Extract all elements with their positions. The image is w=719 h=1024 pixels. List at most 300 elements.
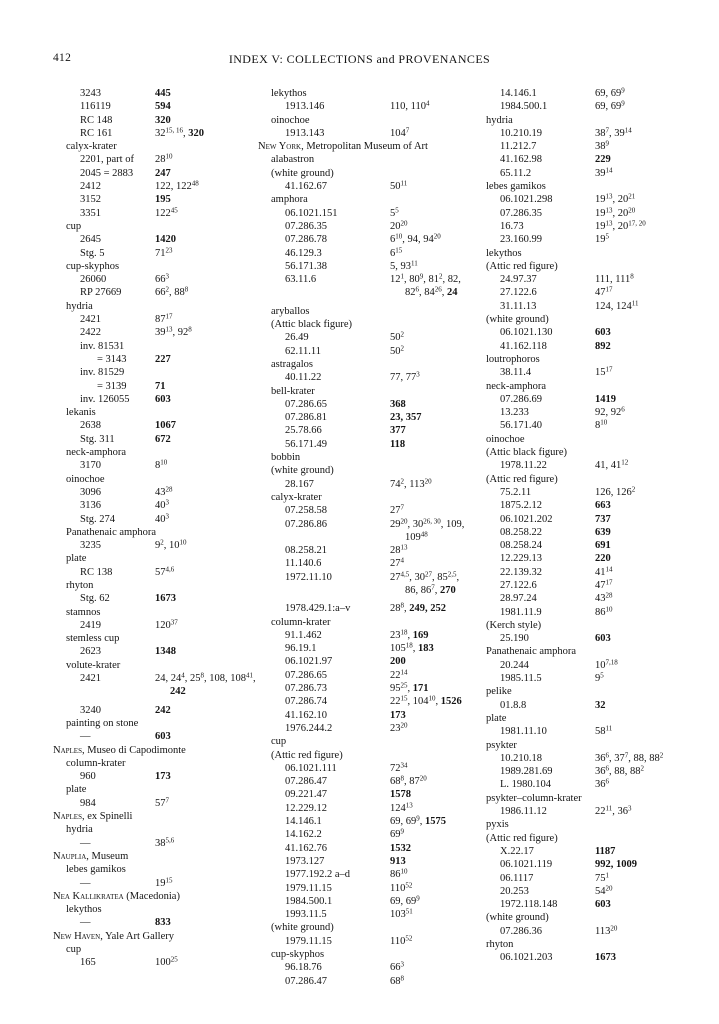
entry-label: 01.8.8	[500, 699, 527, 711]
entry-page-refs: $66^3$	[390, 960, 404, 974]
index-column-3	[473, 87, 707, 988]
entry-label: 07.286.65	[285, 398, 327, 410]
index-entry	[473, 300, 707, 313]
entry-page-refs: $23^{18}$, 169	[390, 628, 429, 641]
entry-label: 14.162.2	[285, 829, 322, 841]
index-entry	[473, 326, 707, 339]
index-entry	[53, 380, 258, 393]
entry-label: 1984.500.1	[500, 101, 548, 113]
entry-label: 1976.244.2	[285, 722, 333, 734]
entry-label: 07.286.78	[285, 234, 327, 246]
index-entry	[473, 340, 707, 353]
entry-page-refs: $75^1$	[595, 871, 609, 884]
entry-label: —	[80, 731, 91, 743]
entry-label: (Attic red figure)	[486, 832, 558, 844]
entry-label: 2422	[80, 327, 101, 339]
entry-label: loutrophoros	[486, 353, 540, 365]
index-entry	[473, 805, 707, 818]
entry-label: 41.162.10	[285, 709, 327, 721]
entry-label: 56.171.40	[500, 420, 542, 432]
index-entry	[53, 837, 258, 850]
entry-page-refs: $22^{11}$, $36^3$	[595, 804, 632, 818]
index-entry	[258, 655, 473, 668]
entry-label: psykter	[486, 739, 517, 751]
entry-label: (Attic black figure)	[271, 319, 353, 331]
entry-page-refs: $19^{13}$, $20^{21}$	[595, 192, 636, 206]
entry-page-refs: $6^{10}$, 94, $94^{20}$	[390, 232, 441, 246]
entry-label: neck-amphora	[66, 447, 127, 459]
entry-page-refs: $103^{51}$	[390, 907, 413, 921]
entry-page-refs: $50^{11}$	[390, 179, 408, 193]
entry-page-refs: 24, $24^4$, $25^8$, 108, $108^{41}$, 242	[155, 671, 256, 698]
entry-label: 3136	[80, 500, 101, 512]
entry-label: amphora	[271, 194, 308, 206]
index-entry	[473, 606, 707, 619]
index-entry	[258, 438, 473, 451]
index-entry	[473, 513, 707, 526]
index-entry	[258, 975, 473, 988]
entry-page-refs: $27^4$	[390, 556, 404, 570]
index-entry	[258, 385, 473, 398]
entry-label: 08.258.24	[500, 540, 542, 552]
index-entry	[53, 127, 258, 140]
index-entry	[473, 446, 707, 459]
entry-label: 38.11.4	[500, 367, 532, 379]
entry-page-refs: 23, 357	[390, 412, 422, 424]
entry-page-refs: $68^8$	[390, 974, 404, 987]
index-entry	[53, 193, 258, 206]
index-entry	[473, 499, 707, 512]
collection-name: Nea Kallikratea (Macedonia)	[53, 890, 180, 902]
index-entry	[473, 858, 707, 871]
entry-page-refs: 5, $93^{11}$	[390, 259, 418, 272]
entry-label: Stg. 5	[80, 247, 105, 259]
entry-label: 27.122.6	[500, 579, 537, 591]
index-entry	[53, 526, 258, 539]
entry-label: = 3139	[97, 380, 127, 392]
index-entry	[258, 669, 473, 682]
entry-label: 07.286.47	[285, 975, 327, 987]
entry-page-refs: $68^8$, $87^{20}$	[390, 774, 427, 788]
entry-label: X.22.17	[500, 845, 534, 857]
index-entry	[473, 778, 707, 791]
index-entry	[473, 566, 707, 579]
entry-page-refs: $39^{13}$, $92^8$	[155, 325, 192, 339]
entry-label: (white ground)	[486, 314, 549, 326]
index-entry	[258, 895, 473, 908]
entry-label: lebes gamikos	[66, 864, 126, 876]
entry-page-refs: $38^9$	[595, 139, 609, 153]
index-entry	[258, 504, 473, 517]
entry-label: 11.212.7	[500, 141, 537, 153]
index-entry	[258, 273, 473, 300]
entry-label: astragalos	[271, 358, 313, 370]
index-entry	[473, 406, 707, 419]
entry-page-refs: $9^2$, $10^{10}$	[155, 538, 187, 552]
entry-page-refs: $57^7$	[155, 796, 169, 809]
entry-label: 1981.11.10	[500, 726, 547, 738]
entry-label: 960	[80, 771, 96, 783]
index-entry	[473, 765, 707, 778]
index-entry	[258, 709, 473, 722]
entry-page-refs: 1578	[390, 789, 411, 801]
index-entry	[258, 305, 473, 318]
entry-label: inv. 81531	[80, 340, 125, 352]
entry-page-refs: 71	[155, 380, 166, 392]
entry-label: 62.11.11	[285, 345, 321, 357]
index-entry	[258, 318, 473, 331]
entry-page-refs: $27^7$	[390, 503, 404, 517]
entry-label: 25.78.66	[285, 425, 322, 437]
index-entry	[53, 552, 258, 565]
entry-page-refs: 1420	[155, 234, 176, 246]
entry-page-refs: $58^{11}$	[595, 724, 613, 738]
index-entry	[258, 616, 473, 629]
entry-label: plate	[486, 712, 507, 724]
index-entry	[258, 233, 473, 246]
entry-page-refs: 603	[595, 327, 611, 339]
index-heading	[53, 850, 258, 863]
entry-page-refs: $28^{10}$	[155, 152, 173, 166]
index-columns	[53, 87, 707, 988]
index-entry	[258, 842, 473, 855]
index-entry	[53, 140, 258, 153]
entry-label: 26.49	[285, 332, 309, 344]
index-entry	[258, 775, 473, 788]
entry-page-refs: 833	[155, 917, 171, 929]
entry-label: 1984.500.1	[285, 895, 333, 907]
index-entry	[258, 735, 473, 748]
index-entry	[53, 167, 258, 180]
index-entry	[53, 353, 258, 366]
index-entry	[473, 380, 707, 393]
entry-label: 41.162.98	[500, 154, 542, 166]
index-entry	[53, 100, 258, 113]
index-entry	[473, 247, 707, 260]
entry-page-refs: $19^5$	[595, 232, 609, 246]
index-entry	[473, 659, 707, 672]
index-entry	[258, 802, 473, 815]
entry-label: lekythos	[66, 904, 102, 916]
entry-label: 1973.127	[285, 855, 325, 867]
entry-label: 2045 = 2883	[80, 167, 134, 179]
entry-label: 23.160.99	[500, 234, 542, 246]
entry-label: calyx-krater	[271, 491, 322, 503]
entry-page-refs: $110^{52}$	[390, 881, 413, 894]
index-entry	[53, 704, 258, 717]
entry-label: stemless cup	[66, 633, 120, 645]
entry-page-refs: 913	[390, 855, 406, 867]
entry-label: lekythos	[271, 88, 307, 99]
entry-page-refs: 77, $77^3$	[390, 370, 420, 384]
index-entry	[473, 260, 707, 273]
index-entry	[473, 286, 707, 299]
index-entry	[473, 672, 707, 685]
index-entry	[53, 233, 258, 246]
entry-page-refs: $29^{20}$, 30$^{26, 30}$, 109, $109^{48}$	[390, 517, 465, 543]
index-entry	[258, 114, 473, 127]
entry-page-refs: 445	[155, 88, 171, 99]
entry-label: inv. 126055	[80, 393, 130, 405]
index-entry	[53, 499, 258, 512]
entry-page-refs: 603	[155, 393, 171, 405]
entry-label: —	[80, 877, 91, 889]
entry-label: 1875.2.12	[500, 500, 542, 512]
index-entry	[473, 153, 707, 166]
collection-name: Naples, ex Spinelli	[53, 811, 133, 823]
entry-label: column-krater	[271, 616, 331, 628]
index-entry	[473, 526, 707, 539]
entry-label: 1978.11.22	[500, 460, 547, 472]
entry-label: 26060	[80, 274, 107, 286]
index-entry	[53, 863, 258, 876]
entry-label: 56.171.38	[285, 260, 327, 272]
entry-label: stamnos	[66, 606, 101, 618]
entry-label: 2638	[80, 420, 101, 432]
entry-page-refs: $124^{13}$	[390, 801, 413, 814]
entry-label: 06.1021.130	[500, 327, 553, 339]
entry-page-refs: 110, $110^4$	[390, 99, 430, 113]
index-entry	[473, 739, 707, 752]
entry-label: 08.258.22	[500, 526, 542, 538]
entry-page-refs: 69, $69^9$, 1575	[390, 814, 446, 828]
index-entry	[53, 419, 258, 432]
entry-label: 1978.429.1:a–v	[285, 603, 351, 615]
collection-name: Naples, Museo di Capodimonte	[53, 744, 186, 756]
index-entry	[473, 207, 707, 220]
entry-page-refs: 92, $92^6$	[595, 405, 625, 419]
entry-label: 07.286.73	[285, 683, 327, 695]
index-entry	[258, 749, 473, 762]
entry-page-refs: $19^{15}$	[155, 876, 173, 889]
entry-label: 2645	[80, 234, 101, 246]
entry-label: 2201, part of	[80, 154, 134, 166]
entry-page-refs: $20^{20}$	[390, 219, 408, 232]
index-entry	[473, 925, 707, 938]
entry-page-refs: $100^{25}$	[155, 955, 178, 969]
entry-label: 1972.11.10	[285, 571, 332, 583]
index-entry	[258, 788, 473, 801]
index-entry	[53, 757, 258, 770]
entry-label: (Attic red figure)	[486, 260, 558, 272]
entry-page-refs: $39^{14}$	[595, 166, 613, 179]
entry-label: 09.221.47	[285, 789, 327, 801]
entry-page-refs: 242	[155, 704, 171, 716]
entry-page-refs: $87^{17}$	[155, 312, 173, 326]
entry-page-refs: 32$^{15, 16}$, 320	[155, 126, 204, 139]
entry-label: 65.11.2	[500, 167, 532, 179]
entry-label: Stg. 311	[80, 433, 115, 445]
index-entry	[473, 486, 707, 499]
index-entry	[53, 783, 258, 796]
entry-label: 06.1021.203	[500, 952, 553, 964]
entry-label: cup-skyphos	[271, 949, 325, 960]
entry-label: 1981.11.9	[500, 606, 542, 618]
entry-page-refs: $12^1$, $80^9$, $81^2$, 82, $82^6$, $84^{26}$, 24	[390, 272, 461, 299]
entry-label: 3152	[80, 194, 101, 206]
entry-label: (Attic red figure)	[486, 473, 558, 485]
entry-label: 1913.146	[285, 101, 325, 113]
entry-label: plate	[66, 553, 87, 565]
index-entry	[53, 916, 258, 929]
entry-label: 3170	[80, 460, 101, 472]
index-entry	[473, 619, 707, 632]
index-entry	[473, 433, 707, 446]
index-entry	[53, 273, 258, 286]
entry-label: 28.167	[285, 478, 314, 490]
index-entry	[473, 579, 707, 592]
entry-label: 07.286.36	[500, 925, 542, 937]
index-entry	[258, 908, 473, 921]
entry-page-refs: 377	[390, 425, 406, 437]
entry-page-refs: 220	[595, 553, 611, 565]
entry-label: pyxis	[486, 819, 509, 831]
entry-label: 3243	[80, 88, 101, 99]
index-entry	[473, 100, 707, 113]
index-entry	[258, 220, 473, 233]
index-entry	[258, 167, 473, 180]
entry-label: column-krater	[66, 757, 126, 769]
entry-label: plate	[66, 784, 87, 796]
index-entry	[473, 539, 707, 552]
entry-label: L. 1980.104	[500, 779, 552, 791]
entry-label: RC 161	[80, 127, 113, 139]
entry-label: 14.146.1	[285, 816, 322, 828]
entry-label: 06.1021.202	[500, 513, 553, 525]
entry-label: cup-skyphos	[66, 260, 120, 272]
index-entry	[53, 903, 258, 916]
entry-label: bell-krater	[271, 385, 315, 397]
entry-label: 28.97.24	[500, 593, 537, 605]
entry-label: 07.286.35	[285, 220, 327, 232]
index-entry	[258, 331, 473, 344]
entry-page-refs: 122, $122^{48}$	[155, 179, 199, 193]
entry-page-refs: 124, $124^{11}$	[595, 299, 639, 312]
entry-label: lekanis	[66, 407, 96, 419]
entry-label: RP 27669	[80, 287, 122, 299]
entry-label: Stg. 274	[80, 513, 116, 525]
index-entry	[258, 127, 473, 140]
index-entry	[53, 406, 258, 419]
index-entry	[53, 579, 258, 592]
entry-page-refs: 38$^{5,6}$	[155, 836, 175, 849]
entry-label: 10.210.19	[500, 127, 542, 139]
entry-page-refs: 1067	[155, 420, 176, 432]
entry-label: 41.162.76	[285, 842, 327, 854]
entry-label: 1977.192.2 a–d	[285, 869, 351, 881]
index-entry	[53, 672, 258, 699]
entry-page-refs: 1187	[595, 845, 616, 857]
entry-page-refs: $28^8$, 249, 252	[390, 601, 446, 615]
entry-label: 16.73	[500, 220, 524, 232]
entry-label: 07.258.58	[285, 505, 327, 517]
index-entry	[53, 286, 258, 299]
entry-label: bobbin	[271, 452, 301, 464]
index-entry	[53, 446, 258, 459]
index-entry	[473, 419, 707, 432]
index-entry	[53, 473, 258, 486]
index-entry	[258, 247, 473, 260]
index-entry	[258, 948, 473, 961]
index-entry	[258, 695, 473, 708]
entry-label: hydria	[66, 824, 93, 836]
entry-page-refs: 247	[155, 167, 171, 179]
entry-label: 2623	[80, 646, 101, 658]
index-entry	[258, 87, 473, 100]
entry-page-refs: 603	[595, 899, 611, 911]
index-entry	[53, 433, 258, 446]
entry-page-refs: $23^{20}$	[390, 721, 408, 734]
entry-page-refs: $113^{20}$	[595, 924, 618, 937]
index-entry	[258, 100, 473, 113]
entry-page-refs: $50^2$	[390, 344, 404, 357]
index-entry	[53, 645, 258, 658]
index-entry	[53, 220, 258, 233]
entry-label: 22.139.32	[500, 566, 542, 578]
index-entry	[473, 220, 707, 233]
entry-page-refs: $95^{25}$, 171	[390, 681, 429, 695]
index-entry	[258, 571, 473, 598]
index-entry	[258, 478, 473, 491]
entry-page-refs: 1419	[595, 393, 616, 405]
entry-label: 984	[80, 797, 96, 809]
entry-page-refs: $105^{18}$, 183	[390, 641, 434, 655]
entry-label: 91.1.462	[285, 629, 322, 641]
index-entry	[258, 629, 473, 642]
index-entry	[473, 951, 707, 964]
entry-page-refs: $72^{34}$	[390, 761, 408, 774]
index-entry	[473, 193, 707, 206]
index-entry	[258, 398, 473, 411]
entry-label: neck-amphora	[486, 380, 547, 392]
index-entry	[258, 207, 473, 220]
entry-page-refs: $110^{52}$	[390, 934, 413, 947]
entry-label: 24.97.37	[500, 274, 537, 286]
entry-page-refs: $40^3$	[155, 512, 169, 525]
index-entry	[53, 459, 258, 472]
entry-page-refs: 111, $111^8$	[595, 272, 634, 286]
index-entry	[53, 326, 258, 339]
entry-label: inv. 81529	[80, 367, 125, 379]
index-entry	[473, 885, 707, 898]
entry-page-refs: 69, $69^9$	[390, 894, 420, 907]
entry-label: 06.1021.151	[285, 207, 338, 219]
entry-label: hydria	[486, 114, 513, 126]
entry-label: pelike	[486, 686, 512, 698]
index-entry	[473, 818, 707, 831]
entry-label: 07.286.81	[285, 412, 327, 424]
entry-page-refs: $47^{17}$	[595, 285, 613, 299]
index-entry	[53, 207, 258, 220]
entry-page-refs: 200	[390, 656, 406, 668]
entry-page-refs: 603	[155, 731, 171, 743]
entry-label: 08.258.21	[285, 545, 327, 557]
index-heading	[53, 810, 258, 823]
index-entry	[258, 345, 473, 358]
entry-page-refs: 691	[595, 540, 611, 552]
index-entry	[53, 393, 258, 406]
index-heading	[53, 890, 258, 903]
entry-label: (white ground)	[271, 922, 334, 934]
entry-label: 1989.281.69	[500, 766, 553, 778]
entry-label: cup	[271, 736, 287, 748]
entry-label: cup	[66, 220, 82, 232]
index-entry	[258, 855, 473, 868]
entry-label: rhyton	[486, 939, 514, 950]
entry-label: 41.162.67	[285, 181, 327, 193]
entry-page-refs: 27$^{4,5}$, $30^{27}$, 85$^{2,5}$, 86, $86^7$, 270	[390, 570, 460, 596]
entry-page-refs: 32	[595, 699, 606, 711]
